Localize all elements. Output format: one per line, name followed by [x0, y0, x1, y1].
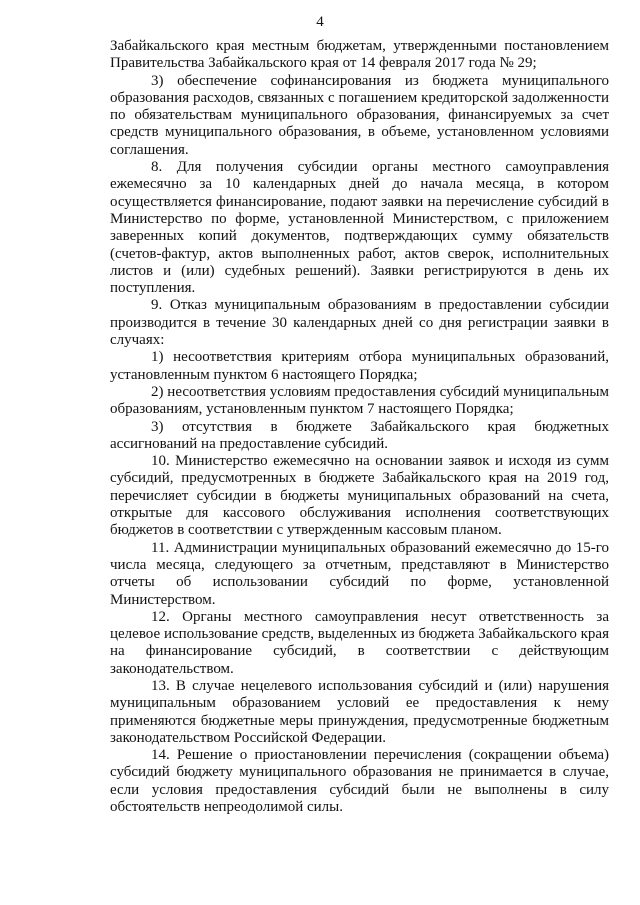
document-body: [110, 38, 609, 816]
paragraph-clause-9-item-1: 1) несоответствия критериям отбора муниципальных образований, установленным пунктом 6 настоящего Порядка;: [110, 349, 609, 383]
paragraph-clause-10: 10. Министерство ежемесячно на основании заявок и исходя из сумм субсидий, предусмотренных в бюджете Забайкальского края на 2019 год, перечисляет субсидии в бюджеты муниципальных образований на счета, открытые для кассового обслуживания исполнения соответствующих бюджетов в соответствии с утвержденным кассовым планом.: [110, 453, 609, 539]
paragraph-clause-13: 13. В случае нецелевого использования субсидий и (или) нарушения муниципальным образованием условий ее предоставления к нему применяются бюджетные меры принуждения, предусмотренные бюджетным законодательством Российской Федерации.: [110, 677, 609, 746]
paragraph-clause-9-item-3: 3) отсутствия в бюджете Забайкальского края бюджетных ассигнований на предоставление субсидий.: [110, 418, 609, 452]
paragraph-clause-9: 9. Отказ муниципальным образованиям в предоставлении субсидии производится в течение 30 календарных дней со дня регистрации заявки в случаях:: [110, 297, 609, 349]
paragraph-clause-9-item-2: 2) несоответствия условиям предоставления субсидий муниципальным образованиям, установленным пунктом 7 настоящего Порядка;: [110, 383, 609, 418]
paragraph-clause-11: 11. Администрации муниципальных образований ежемесячно до 15-го числа месяца, следующего за отчетным, представляют в Министерство отчеты об использовании субсидий по форме, установленной Министерством.: [110, 539, 609, 608]
page-number: 4: [316, 14, 324, 30]
paragraph-clause-8: 8. Для получения субсидии органы местного самоуправления ежемесячно за 10 календарных дней до начала месяца, в котором осуществляется финансирование, подают заявки на перечисление субсидий в Министерство по форме, установленной Министерством, с приложением заверенных копий документов, подтверждающих сумму обязательств (счетов-фактур, актов выполненных работ, актов сверок, исполнительных листов и (или) судебных решений). Заявки регистрируются в день их поступления.: [110, 159, 609, 297]
paragraph-item-3: 3) обеспечение софинансирования из бюджета муниципального образования расходов, связанных с погашением кредиторской задолженности по обязательствам муниципального образования, финансируемых за счет средств муниципального образования, в объеме, установленном условиями соглашения.: [110, 72, 609, 158]
paragraph-continuation: Забайкальского края местным бюджетам, утвержденными постановлением Правительства Забайкальского края от 14 февраля 2017 года № 29;: [110, 38, 609, 72]
paragraph-clause-14: 14. Решение о приостановлении перечисления (сокращении объема) субсидий бюджету муниципального образования не принимается в случае, если условия предоставления субсидий были не выполнены в силу обстоятельств непреодолимой силы.: [110, 747, 609, 816]
paragraph-clause-12: 12. Органы местного самоуправления несут ответственность за целевое использование средств, выделенных из бюджета Забайкальского края на финансирование субсидий, в соответствии с действующим законодательством.: [110, 608, 609, 677]
